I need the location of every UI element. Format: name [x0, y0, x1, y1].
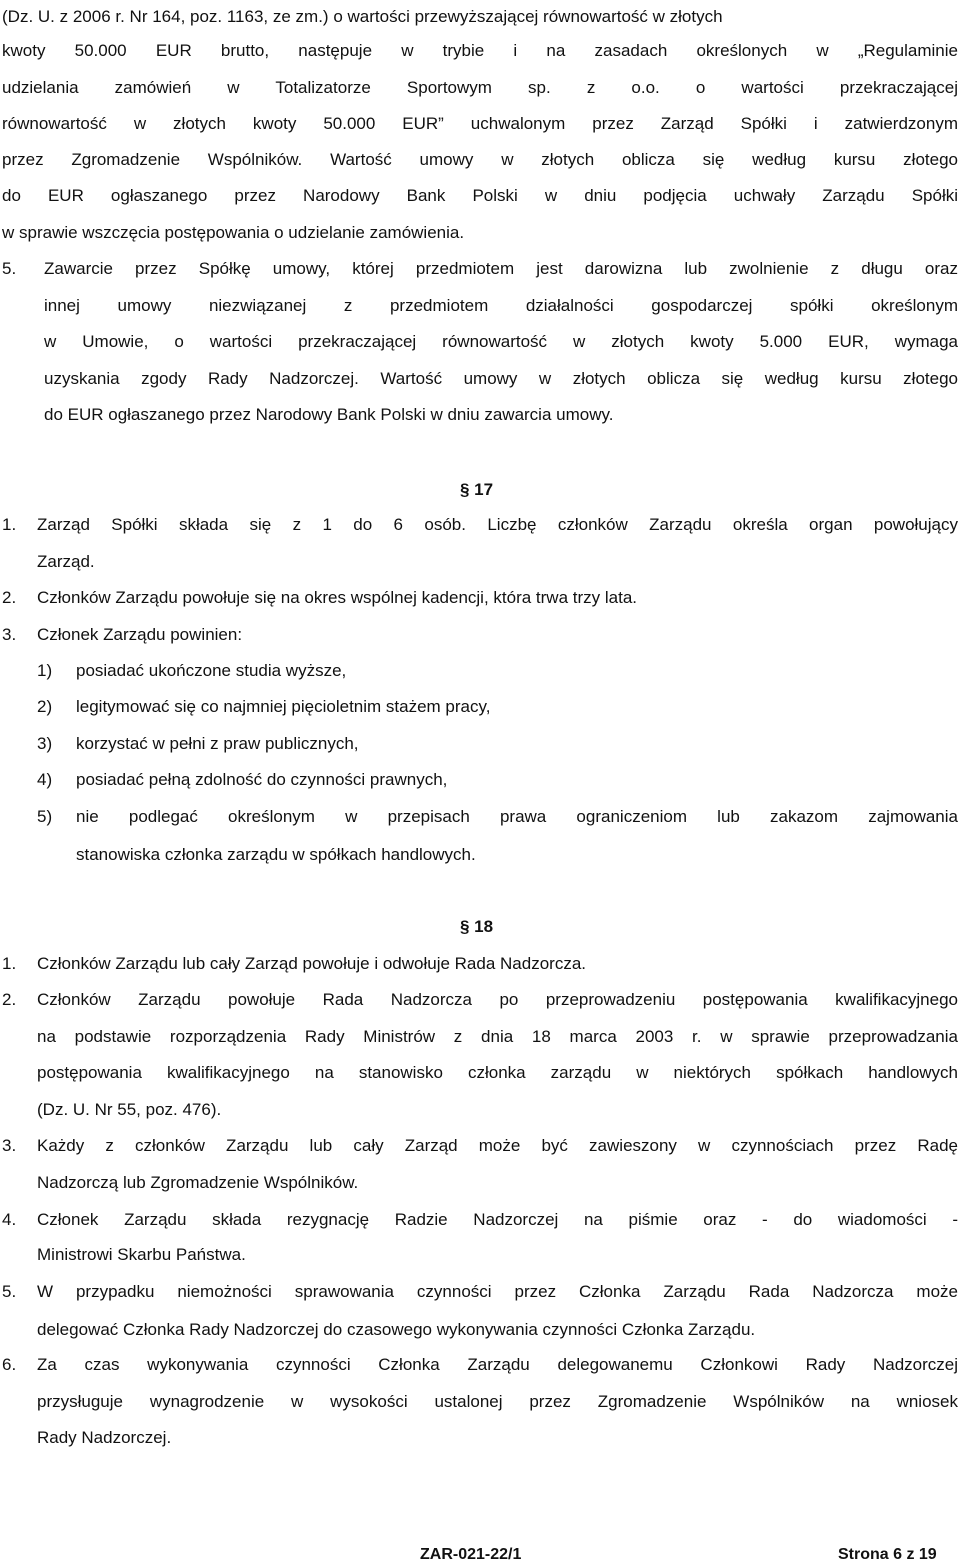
- footer-page-number: Strona 6 z 19: [838, 1546, 937, 1563]
- intro-line: przez Zgromadzenie Wspólników. Wartość umowy w złotych oblicza się według kursu złotego: [2, 150, 958, 169]
- intro-line: do EUR ogłaszanego przez Narodowy Bank Polski w dniu podjęcia uchwały Zarządu Spółki: [2, 186, 958, 205]
- item-text-line: Zawarcie przez Spółkę umowy, której przedmiotem jest darowizna lub zwolnienie z długu oraz: [44, 259, 958, 278]
- item-text-line: Każdy z członków Zarządu lub cały Zarząd może być zawieszony w czynnościach przez Radę: [37, 1136, 958, 1155]
- subitem-text-line: nie podlegać określonym w przepisach prawa ograniczeniom lub zakazom zajmowania: [76, 807, 958, 826]
- item-number: 6.: [2, 1355, 17, 1374]
- item-text-line: innej umowy niezwiązanej z przedmiotem działalności gospodarczej spółki określonym: [44, 296, 958, 315]
- item-text-line: delegować Członka Rady Nadzorczej do czasowego wykonywania czynności Członka Zarządu.: [37, 1320, 756, 1339]
- item-text-line: na podstawie rozporządzenia Rady Ministrów z dnia 18 marca 2003 r. w sprawie przeprowadzania: [37, 1027, 958, 1046]
- intro-line: w sprawie wszczęcia postępowania o udzielanie zamówienia.: [2, 223, 465, 242]
- subitem-number: 2): [37, 697, 53, 716]
- subitem-number: 5): [37, 807, 53, 826]
- item-text-line: Ministrowi Skarbu Państwa.: [37, 1245, 246, 1264]
- item-text-line: Członek Zarządu powinien:: [37, 625, 243, 644]
- footer-doc-id: ZAR-021-22/1: [420, 1546, 522, 1563]
- item-number: 2.: [2, 588, 17, 607]
- item-text-line: w Umowie, o wartości przekraczającej równowartość w złotych kwoty 5.000 EUR, wymaga: [44, 332, 958, 351]
- item-text-line: postępowania kwalifikacyjnego na stanowisko członka zarządu w niektórych spółkach handlowych: [37, 1063, 958, 1082]
- item-text-line: W przypadku niemożności sprawowania czynności przez Członka Zarządu Rada Nadzorcza może: [37, 1282, 958, 1301]
- item-text-line: Za czas wykonywania czynności Członka Zarządu delegowanemu Członkowi Rady Nadzorczej: [37, 1355, 958, 1374]
- item-text-line: Członków Zarządu lub cały Zarząd powołuje i odwołuje Rada Nadzorcza.: [37, 954, 586, 973]
- intro-line: kwoty 50.000 EUR brutto, następuje w trybie i na zasadach określonych w „Regulaminie: [2, 41, 958, 60]
- subitem-number: 1): [37, 661, 53, 680]
- subitem-text-line: stanowiska członka zarządu w spółkach handlowych.: [76, 845, 476, 864]
- subitem-text-line: posiadać ukończone studia wyższe,: [76, 661, 347, 680]
- item-number: 3.: [2, 625, 17, 644]
- item-number: 1.: [2, 954, 17, 973]
- item-number: 5.: [2, 1282, 17, 1301]
- item-text-line: uzyskania zgody Rady Nadzorczej. Wartość umowy w złotych oblicza się według kursu złotego: [44, 369, 958, 388]
- item-text-line: Zarząd.: [37, 552, 95, 571]
- item-text-line: Rady Nadzorczej.: [37, 1428, 172, 1447]
- item-number: 5.: [2, 259, 17, 278]
- item-text-line: (Dz. U. Nr 55, poz. 476).: [37, 1100, 222, 1119]
- subitem-number: 3): [37, 734, 53, 753]
- subitem-text-line: legitymować się co najmniej pięcioletnim stażem pracy,: [76, 697, 491, 716]
- subitem-text-line: posiadać pełną zdolność do czynności prawnych,: [76, 770, 448, 789]
- subitem-number: 4): [37, 770, 53, 789]
- item-text-line: Członków Zarządu powołuje się na okres wspólnej kadencji, która trwa trzy lata.: [37, 588, 637, 607]
- item-text-line: Nadzorczą lub Zgromadzenie Wspólników.: [37, 1173, 359, 1192]
- item-text-line: Członków Zarządu powołuje Rada Nadzorcza po przeprowadzeniu postępowania kwalifikacyjnego: [37, 990, 958, 1009]
- item-text-line: przysługuje wynagrodzenie w wysokości ustalonej przez Zgromadzenie Wspólników na wniosek: [37, 1392, 958, 1411]
- section-heading: § 17: [460, 480, 494, 499]
- intro-line: (Dz. U. z 2006 r. Nr 164, poz. 1163, ze zm.) o wartości przewyższającej równowartość w złotych: [2, 7, 723, 26]
- item-number: 1.: [2, 515, 17, 534]
- section-heading: § 18: [460, 917, 494, 936]
- item-number: 3.: [2, 1136, 17, 1155]
- item-number: 4.: [2, 1210, 17, 1229]
- item-text-line: do EUR ogłaszanego przez Narodowy Bank Polski w dniu zawarcia umowy.: [44, 405, 614, 424]
- intro-line: udzielania zamówień w Totalizatorze Sportowym sp. z o.o. o wartości przekraczającej: [2, 78, 958, 97]
- item-text-line: Członek Zarządu składa rezygnację Radzie Nadzorczej na piśmie oraz - do wiadomości -: [37, 1210, 958, 1229]
- item-text-line: Zarząd Spółki składa się z 1 do 6 osób. Liczbę członków Zarządu określa organ powołujący: [37, 515, 958, 534]
- intro-line: równowartość w złotych kwoty 50.000 EUR” uchwalonym przez Zarząd Spółki i zatwierdzonym: [2, 114, 958, 133]
- subitem-text-line: korzystać w pełni z praw publicznych,: [76, 734, 359, 753]
- item-number: 2.: [2, 990, 17, 1009]
